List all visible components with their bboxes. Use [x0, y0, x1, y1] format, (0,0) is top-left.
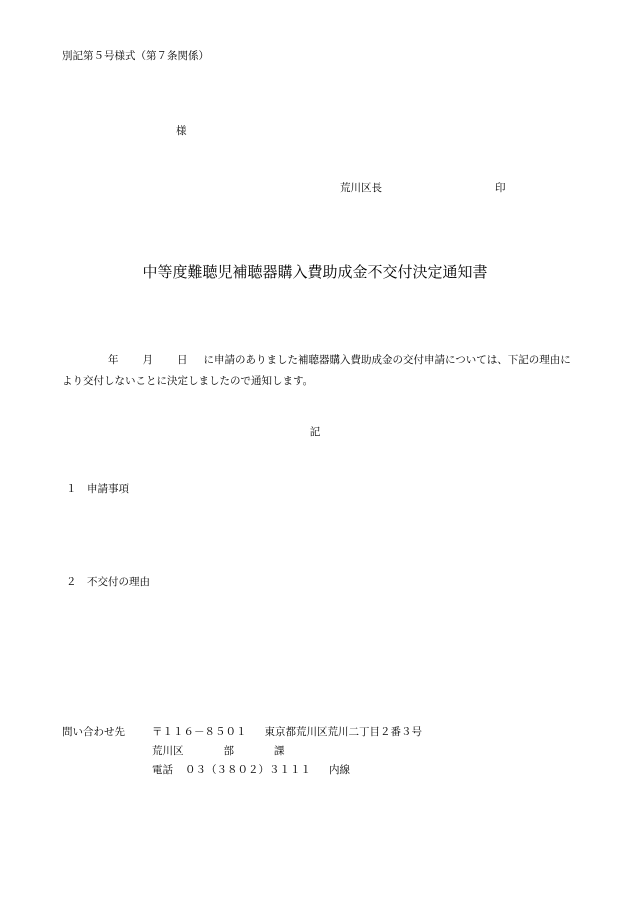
date-year-label: 年	[108, 354, 119, 366]
date-month-label: 月	[142, 354, 153, 366]
department-label: 部	[223, 745, 234, 757]
phone-label: 電話	[152, 764, 173, 776]
date-day-label: 日	[177, 354, 188, 366]
ward-name: 荒川区	[152, 745, 184, 757]
contact-phone-line	[152, 765, 350, 776]
form-number: 別記第５号様式（第７条関係）	[62, 50, 209, 62]
extension-label: 内線	[329, 764, 350, 776]
section-label: 不交付の理由	[87, 576, 150, 588]
section-number: １	[66, 483, 77, 495]
ki-heading: 記	[309, 426, 321, 438]
section-label: 申請事項	[87, 483, 129, 495]
issuer-name: 荒川区長	[340, 182, 382, 194]
address: 東京都荒川区荒川二丁目２番３号	[264, 726, 422, 738]
contact-label: 問い合わせ先	[62, 726, 125, 738]
section-number: ２	[66, 576, 77, 588]
postal-code: 〒１１６－８５０１	[152, 726, 247, 738]
contact-address-line	[152, 727, 422, 738]
section-label: 課	[274, 745, 285, 757]
seal-mark: 印	[495, 182, 506, 194]
notice-body	[62, 350, 577, 392]
document-title: 中等度難聴児補聴器購入費助成金不交付決定通知書	[142, 263, 488, 281]
contact-department-line	[152, 746, 285, 757]
section-application-items	[66, 484, 129, 495]
addressee-suffix: 様	[176, 125, 187, 137]
phone-number: ０３（３８０２）３１１１	[185, 764, 311, 776]
section-rejection-reason	[66, 577, 150, 588]
notice-body-text: に申請のありました補聴器購入費助成金の交付申請については、下記の理由により交付しないことに決定しましたので通知します。	[62, 354, 571, 387]
